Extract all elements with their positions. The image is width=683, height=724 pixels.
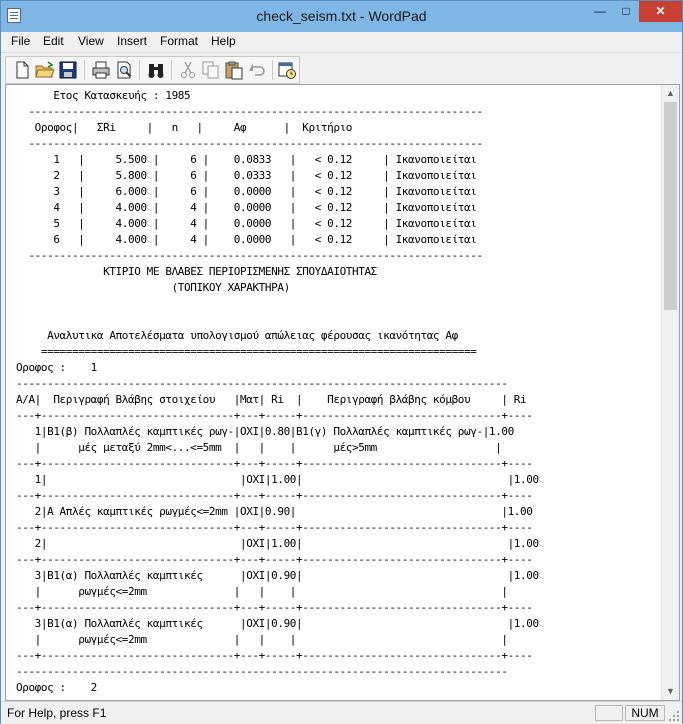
resize-grip-icon[interactable] — [668, 710, 680, 722]
print-preview-icon[interactable] — [113, 59, 135, 81]
paste-clipboard-icon[interactable] — [223, 59, 245, 81]
toolbar-separator — [139, 60, 140, 80]
toolbar — [1, 52, 682, 85]
status-pane — [595, 705, 623, 721]
document-text-area[interactable] — [16, 88, 664, 698]
toolbar-separator — [84, 60, 85, 80]
toolbar-separator — [272, 60, 273, 80]
scroll-down-arrow-icon[interactable]: ▼ — [666, 686, 675, 696]
window-title: check_seism.txt - WordPad — [256, 8, 427, 24]
maximize-button[interactable]: □ — [622, 4, 630, 18]
menu-view[interactable]: View — [78, 34, 104, 48]
num-lock-indicator: NUM — [625, 705, 665, 721]
menu-edit[interactable]: Edit — [43, 34, 64, 48]
minimize-button[interactable]: — — [594, 4, 606, 18]
find-binoculars-icon[interactable] — [145, 59, 167, 81]
menu-insert[interactable]: Insert — [117, 34, 148, 48]
menu-file[interactable]: File — [11, 34, 31, 48]
insert-date-time-icon[interactable] — [276, 59, 298, 81]
open-folder-icon[interactable] — [34, 59, 56, 81]
document-text: Ετος Κατασκευής : 1985 ------------------------------------------------------------------------- Οροφος| ΣRi | n | Αφ | Κριτήριο ------------------------------------------------------------------------- 1 | 5.500 | 6 | 0.0833 | < 0.12 | Ικανοποιείται 2 | 5.800 | 6 | 0.0333 | < 0.12 | Ικανοποιείται 3 | 6.000 | 6 | 0.0000 | < 0.12 | Ικανοποιείται 4 | 4.000 | 4 | 0.0000 | < 0.12 | Ικανοποιείται 5 | 4.000 | 4 | 0.0000 | < 0.12 | Ικανοποιείται 6 | 4.000 | 4 | 0.0000 | < 0.12 | Ικανοποιείται ------------------------------------------------------------------------- ΚΤΙΡΙΟ ΜΕ ΒΛΑΒΕΣ ΠΕΡΙΟΡΙΣΜΕΝΗΣ ΣΠΟΥΔΑΙΟΤΗΤΑΣ (ΤΟΠΙΚΟΥ ΧΑΡΑΚΤΗΡΑ) Αναλυτικα Αποτελέσματα υπολογισμού απώλειας φέρουσας ικανότητας Αφ ====================================================================== Οροφος : 1 ------------------------------------------------------------------------------- Α/Α| Περιγραφή Βλάβης στοιχείου |Ματ| Ri | Περιγραφή βλάβης κόμβου | Ri ---+-------------------------------+---+-----+--------------------------------+---- 1|Β1(β) Πολλαπλές καμπτικές ρωγ-|ΟΧΙ|0.80|Β1(γ) Πολλαπλές καμπτικές ρωγ-|1.00 | μές μεταξύ 2mm<...<=5mm | | | μές>5mm | ---+-------------------------------+---+-----+--------------------------------+---- 1| |ΟΧΙ|1.00| |1.00 ---+-------------------------------+---+-----+--------------------------------+---- 2|Α Απλές καμπτικές ρωγμές<=2mm |ΟΧΙ|0.90| |1.00 ---+-------------------------------+---+-----+--------------------------------+---- 2| |ΟΧΙ|1.00| |1.00 ---+-------------------------------+---+-----+--------------------------------+---- 3|Β1(α) Πολλαπλές καμπτικές |ΟΧΙ|0.90| |1.00 | ρωγμές<=2mm | | | | ---+-------------------------------+---+-----+--------------------------------+---- 3|Β1(α) Πολλαπλές καμπτικές |ΟΧΙ|0.90| |1.00 | ρωγμές<=2mm | | | | ---+-------------------------------+---+-----+--------------------------------+---- ------------------------------------------------------------------------------- Οροφος : 2 — [16, 89, 539, 694]
undo-icon[interactable] — [246, 59, 268, 81]
scroll-up-arrow-icon[interactable]: ▲ — [666, 88, 675, 98]
print-icon[interactable] — [90, 59, 112, 81]
new-document-icon[interactable] — [11, 59, 33, 81]
title-bar[interactable] — [1, 1, 682, 32]
vertical-scrollbar[interactable] — [661, 85, 679, 700]
document-editor[interactable] — [5, 84, 680, 701]
menu-help[interactable]: Help — [211, 34, 236, 48]
status-help-text: For Help, press F1 — [7, 706, 107, 720]
menu-bar — [1, 32, 682, 52]
scroll-thumb[interactable] — [664, 102, 677, 310]
copy-icon[interactable] — [200, 59, 222, 81]
toolbar-separator — [171, 60, 172, 80]
status-bar — [1, 701, 682, 724]
toolbar-button-group — [5, 56, 300, 84]
cut-scissors-icon[interactable] — [177, 59, 199, 81]
save-icon[interactable] — [57, 59, 79, 81]
close-button[interactable]: ✕ — [639, 1, 682, 22]
menu-format[interactable]: Format — [160, 34, 199, 48]
